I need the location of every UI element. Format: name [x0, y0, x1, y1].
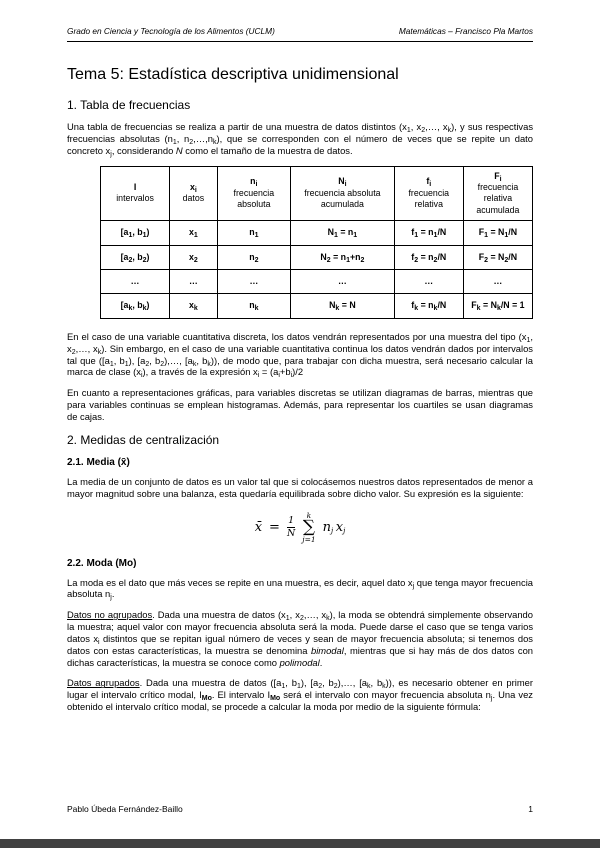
table-cell: … [217, 270, 290, 294]
table-cell: [$a_2$, $b_2$) [101, 245, 170, 269]
page-header [67, 26, 533, 42]
header-course-text: Grado en Ciencia y Tecnología de los Alimentos (UCLM) [67, 26, 275, 36]
frequency-table [100, 166, 533, 319]
col-header-data: $x_i$ datos [170, 166, 218, 221]
table-cell: $f_2 = n_2/N$ [394, 245, 463, 269]
paragraph-datos-agrupados: Datos agrupados. Dada una muestra de datos ([$a_1$, $b_1$), [$a_2$, $b_2),\dots$, [$a_k$, $b_k$)), es necesario obtener en primer lugar el intervalo crítico modal, $I_{Mo}$. El intervalo $I_{Mo}$ será el intervalo con mayor frecuencia absoluta $n_j$. Una vez obtenido el intervalo crítico modal, se procede a calcular la moda por medio de la siguiente fórmula: [67, 677, 533, 713]
table-row [101, 221, 533, 245]
table-cell: … [463, 270, 532, 294]
section-2-heading: 2. Medidas de centralización [67, 432, 220, 447]
viewer-bottom-bar [0, 839, 600, 848]
fraction-one-over-n [287, 516, 295, 539]
table-cell: $N_k = N$ [291, 294, 395, 318]
col-header-cumulative-relative-frequency: $F_i$ frecuencia relativa acumulada [463, 166, 532, 221]
summation-lower-limit: j=1 [302, 535, 316, 544]
table-cell: $x_1$ [170, 221, 218, 245]
table-cell: $n_1$ [217, 221, 290, 245]
page-footer [67, 804, 533, 814]
fraction-numerator: 1 [288, 515, 295, 527]
table-cell: … [101, 270, 170, 294]
paragraph-moda-definition: La moda es el dato que más veces se repite en una muestra, es decir, aquel dato $x_j$ que tenga mayor frecuencia absoluta $n_j$. [67, 576, 533, 602]
paragraph-discrete-vs-continuous: En el caso de una variable cuantitativa discreta, los datos vendrán representados por una muestra del tipo ($x_1$, $x_2,\dots$, $x_k$). Sin embargo, en el caso de una variable cuantitativa continua los datos vendrán dados por intervalos tal que ([$a_1$, $b_1$), [$a_2$, $b_2),\dots$, [$a_k$, $b_k$)), de modo que, para trabajar con dicha muestra, será necesario calcular la marca de clase $(x_i)$, a través de la expresión $x_i = (a_i+b_i)/2$ [67, 330, 533, 380]
table-cell: $x_k$ [170, 294, 218, 318]
table-cell: $x_2$ [170, 245, 218, 269]
footer-author: Pablo Úbeda Fernández-Baillo [67, 804, 183, 814]
table-cell: … [394, 270, 463, 294]
mean-formula [67, 512, 533, 544]
table-cell: … [291, 270, 395, 294]
col-header-relative-frequency: $f_i$ frecuencia relativa [394, 166, 463, 221]
footer-page-number: 1 [528, 804, 533, 814]
paragraph-graphical-representations: En cuanto a representaciones gráficas, para variables discretas se utilizan diagramas de barras, mientras que para variables continuas se emplean histogramas. Además, para representar los cuartiles se usan diagramas de cajas. [67, 387, 533, 422]
table-cell: $N_2 = n_1+n_2$ [291, 245, 395, 269]
table-cell: $n_k$ [217, 294, 290, 318]
summation-upper-limit: k [306, 510, 312, 520]
col-header-absolute-frequency: $n_i$ frecuencia absoluta [217, 166, 290, 221]
table-cell: [$a_1$, $b_1$) [101, 221, 170, 245]
table-cell: $N_1 = n_1$ [291, 221, 395, 245]
table-cell: $F_2 = N_2/N$ [463, 245, 532, 269]
table-cell: $n_2$ [217, 245, 290, 269]
table-cell: … [170, 270, 218, 294]
table-row [101, 294, 533, 318]
table-cell: [$a_k$, $b_k$) [101, 294, 170, 318]
paragraph-frequencies-intro: Una tabla de frecuencias se realiza a partir de una muestra de datos distintos ($x_1$, $x_2,\dots$, $x_k$), y sus respectivas frecuencias absolutas ($n_1$, $n_2,\dots,n_k$), que se corresponden con el número de veces que se repite un dato concreto $x_j$, considerando N como el tamaño de la muestra de datos. [67, 121, 534, 158]
paragraph-media-definition: La media de un conjunto de datos es un valor tal que si colocásemos nuestros datos representados de menor a mayor magnitud sobre una balanza, esta quedaría equilibrada sobre dicho valor. Su expresión es la siguiente: [67, 475, 533, 499]
equals-sign: = [269, 520, 280, 535]
table-cell: $f_k = n_k/N$ [394, 294, 463, 318]
table-cell: $F_k = N_k/N = 1$ [463, 294, 532, 318]
table-cell: $F_1 = N_1/N$ [463, 221, 532, 245]
subsection-media-heading: 2.1. Media (x̄) [67, 456, 130, 468]
table-row [101, 245, 533, 269]
summation-operator [302, 512, 315, 544]
col-header-intervals: I intervalos [101, 166, 170, 221]
subsection-moda-heading: 2.2. Moda (Mo) [67, 557, 137, 569]
table-row [101, 270, 533, 294]
section-1-heading: 1. Tabla de frecuencias [67, 98, 191, 112]
table-cell: $f_1 = n_1/N$ [394, 221, 463, 245]
col-header-cumulative-absolute-frequency: $N_i$ frecuencia absoluta acumulada [291, 166, 395, 221]
fraction-denominator: N [286, 528, 296, 539]
sigma-icon: ∑ [302, 517, 316, 537]
summand-term: $n_j$ $x_j$ [322, 520, 346, 535]
paragraph-datos-no-agrupados: Datos no agrupados. Dada una muestra de datos ($x_1$, $x_2,\dots$, $x_k$), la moda se obtendrá simplemente observando la muestra; aquel valor con mayor frecuencia absoluta será la moda. Puede darse el caso que se tenga varios datos $x_i$ distintos que se repitan igual número de veces y sean de mayor frecuencia absoluta; si tenemos dos datos con estas características, la muestra se denomina bimodal, mientras que si hay más de dos datos con dichas características, la muestra se conoce como polimodal. [67, 609, 533, 668]
table-header-row [101, 166, 533, 221]
header-subject-text: Matemáticas – Francisco Pla Martos [398, 26, 533, 36]
xbar-symbol: x̄ [254, 520, 263, 535]
page-title: Tema 5: Estadística descriptiva unidimensional [67, 66, 399, 83]
